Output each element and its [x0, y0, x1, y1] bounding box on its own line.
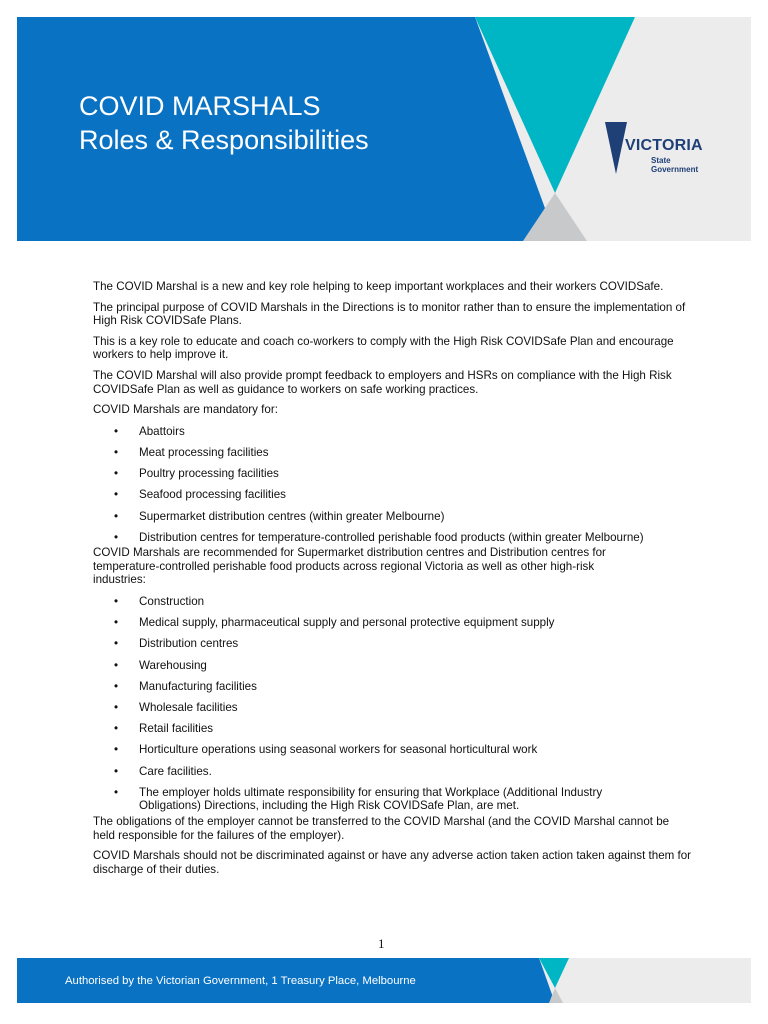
title-line-1: COVID MARSHALS: [79, 91, 321, 121]
list-item: • Poultry processing facilities: [93, 467, 693, 481]
page-number: 1: [378, 936, 385, 951]
paragraph: COVID Marshals are mandatory for:: [93, 403, 278, 417]
list-item: • Abattoirs: [93, 425, 693, 439]
logo-word: VICTORIA: [625, 137, 703, 154]
paragraph: COVID Marshals should not be discriminated against or have any adverse action taken action taken against them for discharge of their duties.: [93, 849, 692, 876]
list-item: • Care facilities.: [93, 765, 693, 779]
list-item: • Medical supply, pharmaceutical supply and personal protective equipment supply: [93, 616, 693, 630]
page-title: [79, 89, 369, 157]
list-item: • Distribution centres: [93, 637, 693, 651]
paragraph: The COVID Marshal is a new and key role helping to keep important workplaces and their workers COVIDSafe.: [93, 280, 664, 293]
list-item: • The employer holds ultimate responsibility for ensuring that Workplace (Additional Industry Obligations) Directions, including the High Risk COVIDSafe Plan, are met.: [93, 786, 639, 813]
logo-sub-line-2: Government: [651, 165, 699, 174]
recommended-list: [93, 595, 693, 813]
list-item: • Retail facilities: [93, 722, 693, 736]
title-line-2: Roles & Responsibilities: [79, 125, 369, 155]
logo-sub-line-1: State: [651, 156, 671, 165]
list-item: • Warehousing: [93, 659, 693, 673]
paragraph: The COVID Marshal will also provide prompt feedback to employers and HSRs on compliance with the High Risk COVIDSafe Plan as well as guidance to workers on safe working practices.: [93, 368, 672, 396]
logo-subtitle: [651, 156, 698, 174]
footer-banner: [17, 958, 751, 1003]
list-item: • Distribution centres for temperature-controlled perishable food products (within greater Melbourne): [93, 531, 693, 545]
list-item: • Seafood processing facilities: [93, 488, 693, 502]
list-item: • Supermarket distribution centres (within greater Melbourne): [93, 510, 693, 524]
paragraph: The obligations of the employer cannot be transferred to the COVID Marshal (and the COVID Marshal cannot be held responsible for the failures of the employer).: [93, 814, 670, 842]
list-item: • Construction: [93, 595, 693, 609]
list-item: • Horticulture operations using seasonal workers for seasonal horticultural work: [93, 743, 693, 757]
paragraph: This is a key role to educate and coach co-workers to comply with the High Risk COVIDSafe Plan and encourage workers to help improve it.: [93, 334, 674, 362]
paragraph: The principal purpose of COVID Marshals in the Directions is to monitor rather than to ensure the implementation of High Risk COVIDSafe Plans.: [93, 300, 686, 328]
document-body: [93, 280, 693, 883]
list-item: • Meat processing facilities: [93, 446, 693, 460]
header-banner: [17, 17, 751, 241]
paragraph: COVID Marshals are recommended for Supermarket distribution centres and Distribution centres for temperature-controlled perishable food products across regional Victoria as well as other high-risk industries:: [93, 546, 606, 587]
victoria-logo: [605, 120, 717, 180]
list-item: • Wholesale facilities: [93, 701, 693, 715]
list-item: • Manufacturing facilities: [93, 680, 693, 694]
mandatory-list: [93, 425, 693, 545]
victoria-v-icon: [605, 122, 627, 177]
footer-text: Authorised by the Victorian Government, 1 Treasury Place, Melbourne: [65, 975, 416, 987]
